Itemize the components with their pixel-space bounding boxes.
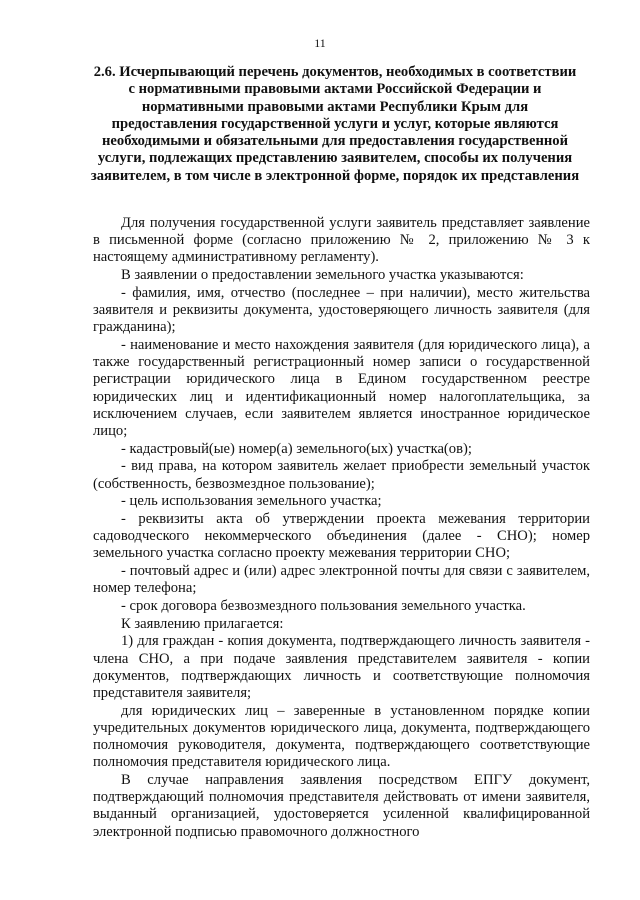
- document-body: [93, 215, 590, 841]
- list-item: - кадастровый(ые) номер(а) земельного(ых) участка(ов);: [121, 440, 472, 457]
- paragraph: Для получения государственной услуги заявитель представляет заявление в письменной форме (согласно приложению № 2, приложению № 3 к настоящему административному регламенту).: [93, 215, 590, 266]
- page-number: 11: [314, 36, 326, 50]
- section-heading: 2.6. Исчерпывающий перечень документов, необходимых в соответствии с нормативными правовыми актами Российской Федерации и нормативными правовыми актами Республики Крым для предоставления государственной услуги и услуг, которые являются необходимыми и обязательными для предоставления государственной услуги, подлежащих представлению заявителем, способы их получения заявителем, в том числе в электронной форме, порядок их представления: [90, 64, 580, 184]
- paragraph: 1) для граждан - копия документа, подтверждающего личность заявителя - члена СНО, а при подаче заявления представителем заявителя - копии документов, подтверждающих личность и соответствующие полномочия представителя заявителя;: [93, 633, 590, 701]
- list-item: - цель использования земельного участка;: [121, 493, 382, 510]
- list-item: - срок договора безвозмездного пользования земельного участка.: [121, 597, 526, 614]
- paragraph: В заявлении о предоставлении земельного участка указываются:: [121, 267, 524, 284]
- list-item: - почтовый адрес и (или) адрес электронной почты для связи с заявителем, номер телефона;: [93, 563, 590, 597]
- list-item: - реквизиты акта об утверждении проекта межевания территории садоводческого некоммерческого объединения (далее - СНО); номер земельного участка согласно проекту межевания территории СНО;: [93, 510, 590, 562]
- paragraph: для юридических лиц – заверенные в установленном порядке копии учредительных документов юридического лица, документа, подтверждающего полномочия руководителя, документа, подтверждающего соответствующие полномочия представителя юридического лица.: [93, 702, 590, 771]
- list-item: - наименование и место нахождения заявителя (для юридического лица), а также государственный регистрационный номер записи о государственной регистрации юридического лица в Едином государственном реестре юридических лиц и идентификационный номер налогоплательщика, за исключением случаев, если заявителем является иностранное юридическое лицо;: [93, 336, 590, 439]
- paragraph: К заявлению прилагается:: [121, 615, 284, 632]
- list-item: - фамилия, имя, отчество (последнее – при наличии), место жительства заявителя и реквизиты документа, удостоверяющего личность заявителя (для гражданина);: [93, 284, 590, 336]
- list-item: - вид права, на котором заявитель желает приобрести земельный участок (собственность, безвозмездное пользование);: [93, 458, 590, 492]
- paragraph: В случае направления заявления посредством ЕПГУ документ, подтверждающий полномочия представителя действовать от имени заявителя, выданный организацией, удостоверяется усиленной квалифицированной электронной подписью правомочного должностного: [93, 772, 590, 840]
